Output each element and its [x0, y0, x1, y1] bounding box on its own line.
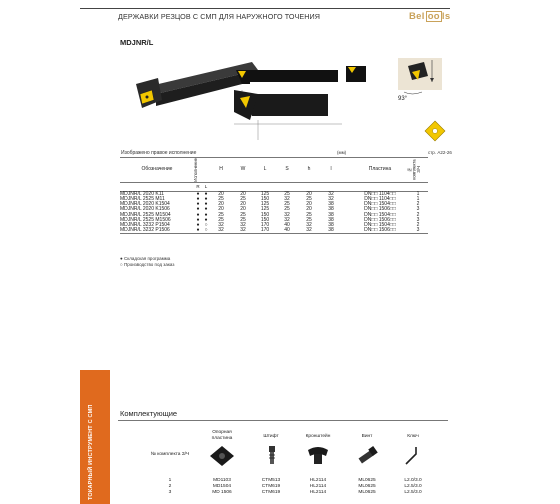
cell-S: 32: [284, 211, 290, 218]
kit-cell-num: 1: [168, 478, 172, 483]
cell-W: 32: [232, 228, 254, 234]
cell-H: 25: [218, 195, 224, 202]
cell-h: 32: [298, 228, 320, 234]
cell-code: MDJNR/L 2020 K1506: [120, 206, 170, 213]
cell-insert: DN□□ 1506□□: [352, 228, 408, 234]
cell-kit: 1: [416, 195, 420, 202]
cell-S: 25: [284, 206, 290, 213]
cell-H: 32: [210, 228, 232, 234]
cell-kit: 3: [416, 206, 420, 213]
cell-W: 20: [240, 206, 246, 213]
col-insert: Пластина: [352, 158, 408, 183]
tool-holder-drawing: [232, 64, 342, 148]
cell-H: 25: [218, 216, 224, 223]
kit-cell-key: L2.5/3.0: [404, 484, 422, 489]
cell-insert: DN□□ 1504□□: [364, 211, 396, 218]
kit-rule: [118, 420, 448, 421]
cell-insert: DN□□ 1506□□: [364, 216, 396, 223]
kit-cell-clamp: HL2114: [309, 490, 327, 495]
cell-kit: 2: [416, 201, 420, 208]
brand-logo: Bel oo ls: [409, 11, 451, 22]
kit-cell-shim: MD1504: [212, 484, 232, 489]
cell-S: 40: [276, 228, 298, 234]
screw-icon: [356, 444, 378, 468]
cell-L: ●: [204, 206, 208, 213]
cell-l: 32: [328, 195, 334, 202]
end-view-drawing: [344, 64, 370, 86]
kit-cell-num: 2: [168, 484, 172, 489]
legend-stock: ● Складская программа: [120, 256, 171, 261]
key-icon: [402, 444, 426, 468]
cell-Lv: 150: [260, 216, 270, 223]
legend: [120, 256, 174, 268]
kit-cell-clamp: HL2114: [309, 478, 327, 483]
cell-kit: 2: [416, 221, 420, 228]
cell-R: ●: [196, 190, 200, 197]
kit-cell-pin: CTM619: [261, 490, 281, 495]
kit-header-clamp: Кронштейн: [305, 434, 331, 439]
kit-cell-pin: CTM619: [261, 484, 281, 489]
cell-kit: 3: [408, 228, 428, 234]
cell-L: ●: [204, 211, 208, 218]
cell-Lv: 150: [260, 195, 270, 202]
cell-l: 38: [328, 221, 334, 228]
cell-h: 25: [306, 216, 312, 223]
cell-L: ●: [204, 216, 208, 223]
col-W: W: [232, 158, 254, 183]
cell-Lv: 125: [260, 206, 270, 213]
side-tab-label: ТОКАРНЫЙ ИНСТРУМЕНТ С СМП: [88, 404, 94, 500]
insert-icon: [424, 120, 446, 142]
table-row: [120, 228, 428, 234]
cell-code: MDJNR/L 2525 M11: [120, 195, 165, 202]
col-S: S: [276, 158, 298, 183]
cell-h: 25: [306, 195, 312, 202]
kit-cell-shim: MD1103: [213, 478, 231, 483]
cell-S: 32: [284, 195, 290, 202]
cell-H: 25: [218, 211, 224, 218]
kit-cell-shim: MD 1506: [212, 490, 232, 495]
cell-L: ○: [204, 221, 208, 228]
cell-W: 25: [240, 211, 246, 218]
cell-R: ●: [194, 228, 202, 234]
cell-h: 20: [306, 190, 312, 197]
cell-Lv: 170: [260, 221, 270, 228]
cell-l: 38: [328, 201, 334, 208]
kit-header-shim: Опорная пластина: [211, 430, 233, 441]
angle-label: 93°: [398, 96, 408, 102]
spec-table-body: [120, 191, 428, 234]
cell-Lv: 150: [260, 211, 270, 218]
kit-cell-key: L2.5/3.0: [404, 490, 422, 495]
cell-insert: DN□□ 1504□□: [364, 221, 396, 228]
cell-R: ●: [196, 201, 200, 208]
section-title: ДЕРЖАВКИ РЕЗЦОВ С СМП ДЛЯ НАРУЖНОГО ТОЧЕНИЯ: [118, 12, 321, 21]
cell-code: MDJNR/L 2020 K11: [120, 190, 164, 197]
cell-code: MDJNR/L 3232 P1506: [120, 228, 194, 234]
cell-h: 20: [306, 206, 312, 213]
cell-L: ●: [204, 195, 208, 202]
col-h: h: [298, 158, 320, 183]
kit-title: Комплектующие: [120, 409, 178, 418]
kit-header-screw: Винт: [361, 434, 373, 439]
cell-l: 38: [328, 216, 334, 223]
col-kit: № комплекта З/Ч: [408, 158, 428, 183]
cell-insert: DN□□ 1104□□: [364, 190, 396, 197]
cell-L: ●: [204, 201, 208, 208]
kit-cell-key: L2.0/3.0: [404, 478, 422, 483]
cell-l: 32: [328, 190, 334, 197]
col-H: H: [210, 158, 232, 183]
cell-R: ●: [196, 221, 200, 228]
side-tab: [80, 370, 110, 504]
cell-R: ●: [196, 195, 200, 202]
cell-code: MDJNR/L 3232 P1504: [120, 221, 170, 228]
cell-S: 40: [284, 221, 290, 228]
cell-H: 20: [218, 201, 224, 208]
cell-insert: DN□□ 1506□□: [364, 206, 396, 213]
cell-l: 38: [328, 206, 334, 213]
cell-kit: 3: [416, 216, 420, 223]
cell-h: 32: [306, 221, 312, 228]
cell-l: 38: [328, 211, 334, 218]
kit-header-pin: Штифт: [263, 434, 279, 439]
clamp-icon: [304, 444, 332, 468]
cell-W: 20: [240, 190, 246, 197]
col-l: l: [320, 158, 342, 183]
cell-Lv: 125: [260, 201, 270, 208]
col-Lhand: L: [202, 182, 210, 191]
cell-H: 32: [218, 221, 224, 228]
kit-cell-pin: CTM513: [261, 478, 281, 483]
kit-cell-num: 3: [168, 490, 172, 495]
cell-insert: DN□□ 1104□□: [364, 195, 396, 202]
unit-label: (мм): [337, 150, 347, 155]
cell-S: 25: [284, 201, 290, 208]
cell-H: 20: [218, 190, 224, 197]
cell-L: ●: [204, 190, 208, 197]
col-designation: Обозначение: [120, 158, 194, 183]
cell-R: ●: [196, 216, 200, 223]
cell-Lv: 170: [254, 228, 276, 234]
cell-L: ○: [202, 228, 210, 234]
figure-caption: Изображено правое исполнение: [121, 150, 197, 156]
cell-H: 20: [218, 206, 224, 213]
cell-Lv: 125: [260, 190, 270, 197]
model-title: MDJNR/L: [120, 38, 154, 47]
kit-header-num: № комплекта З/Ч: [150, 452, 190, 457]
cell-S: 25: [284, 190, 290, 197]
cell-W: 20: [240, 201, 246, 208]
kit-cell-clamp: HL2114: [309, 484, 327, 489]
cell-W: 32: [240, 221, 246, 228]
catalog-page: [80, 0, 480, 504]
col-R: R: [194, 182, 202, 191]
cell-kit: 1: [416, 190, 420, 197]
kit-cell-screw: ML0625: [358, 490, 376, 495]
col-L: L: [254, 158, 276, 183]
cell-code: MDJNR/L 2525 M1506: [120, 216, 171, 223]
cell-code: MDJNR/L 2525 M1504: [120, 211, 171, 218]
cell-l: 38: [320, 228, 342, 234]
cell-code: MDJNR/L 2020 K1504: [120, 201, 170, 208]
pin-icon: [266, 444, 278, 468]
shim-icon: [208, 444, 236, 468]
legend-order: ○ Производство под заказ: [120, 262, 175, 267]
col-availability: Исполнение: [194, 158, 210, 183]
kit-cell-screw: ML0625: [358, 478, 376, 483]
cell-R: ●: [196, 211, 200, 218]
cell-W: 25: [240, 216, 246, 223]
page-reference: стр. A22-26: [428, 150, 452, 155]
cell-insert: DN□□ 1504□□: [364, 201, 396, 208]
cell-h: 25: [306, 211, 312, 218]
cell-h: 20: [306, 201, 312, 208]
kit-cell-screw: ML0625: [358, 484, 376, 489]
spec-table: [120, 157, 428, 234]
header-rule: [80, 8, 450, 9]
kit-header-key: Ключ: [407, 434, 419, 439]
cell-S: 32: [284, 216, 290, 223]
cell-R: ●: [196, 206, 200, 213]
cell-W: 25: [240, 195, 246, 202]
cell-kit: 2: [416, 211, 420, 218]
